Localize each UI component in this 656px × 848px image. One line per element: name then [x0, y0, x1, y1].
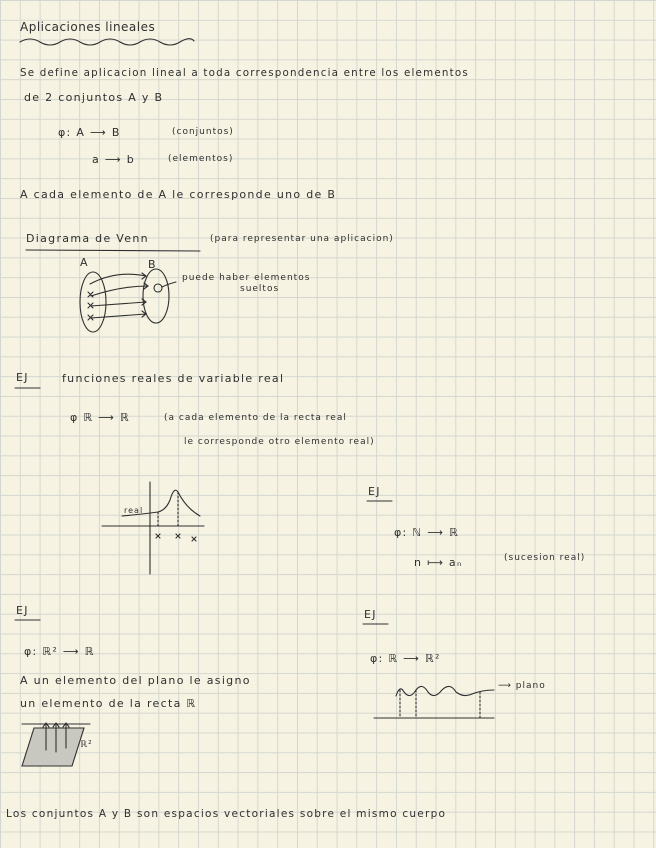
venn-heading-underline [24, 248, 204, 254]
example-1-map: φ ℝ ⟶ ℝ [70, 411, 131, 424]
example-1-heading: EJ [16, 371, 29, 384]
example-1-heading-underline [14, 386, 44, 390]
example-1-note-1: (a cada elemento de la recta real [164, 413, 347, 423]
definition-line-2: de 2 conjuntos A y B [24, 91, 164, 104]
example-2-note: (sucesion real) [504, 553, 586, 563]
example-2-rule: n ⟼ aₙ [414, 556, 463, 569]
example-3-heading: EJ [16, 604, 29, 617]
function-graph [100, 480, 210, 580]
title-underline [18, 36, 198, 48]
example-4-heading-underline [362, 622, 392, 626]
venn-heading: Diagrama de Venn [26, 232, 149, 245]
definition-statement: A cada elemento de A le corresponde uno de B [20, 188, 337, 201]
plane-label: ℝ² [80, 740, 93, 750]
definition-line-1: Se define aplicacion lineal a toda correspondencia entre los elementos [20, 67, 469, 79]
example-4-heading: EJ [364, 608, 377, 621]
map-sets: φ: A ⟶ B [58, 126, 121, 139]
map-elements: a ⟶ b [92, 153, 135, 166]
example-3-line-2: un elemento de la recta ℝ [20, 697, 197, 710]
conclusion: Los conjuntos A y B son espacios vectoriales sobre el mismo cuerpo [6, 808, 447, 820]
example-2-heading: EJ [368, 485, 381, 498]
venn-label-b: B [148, 258, 157, 271]
curve-label: ⟶ plano [498, 681, 546, 691]
map-elements-note: (elementos) [168, 154, 234, 164]
example-2-heading-underline [366, 499, 396, 503]
example-3-line-1: A un elemento del plano le asigno [20, 674, 251, 687]
venn-loose-note-2: sueltos [240, 284, 280, 294]
example-4-map: φ: ℝ ⟶ ℝ² [370, 652, 441, 665]
curve-diagram [372, 678, 502, 722]
example-1-title: funciones reales de variable real [62, 372, 285, 385]
example-3-map: φ: ℝ² ⟶ ℝ [24, 645, 95, 658]
venn-note: (para representar una aplicacion) [210, 234, 394, 244]
page-title: Aplicaciones lineales [20, 20, 156, 34]
example-2-map: φ: ℕ ⟶ ℝ [394, 526, 460, 539]
venn-diagram [76, 266, 186, 336]
venn-loose-note-1: puede haber elementos [182, 273, 311, 283]
function-graph-label: real [124, 506, 144, 515]
map-sets-note: (conjuntos) [172, 127, 234, 137]
example-3-heading-underline [14, 618, 44, 622]
venn-label-a: A [80, 256, 89, 269]
example-1-note-2: le corresponde otro elemento real) [184, 437, 375, 447]
